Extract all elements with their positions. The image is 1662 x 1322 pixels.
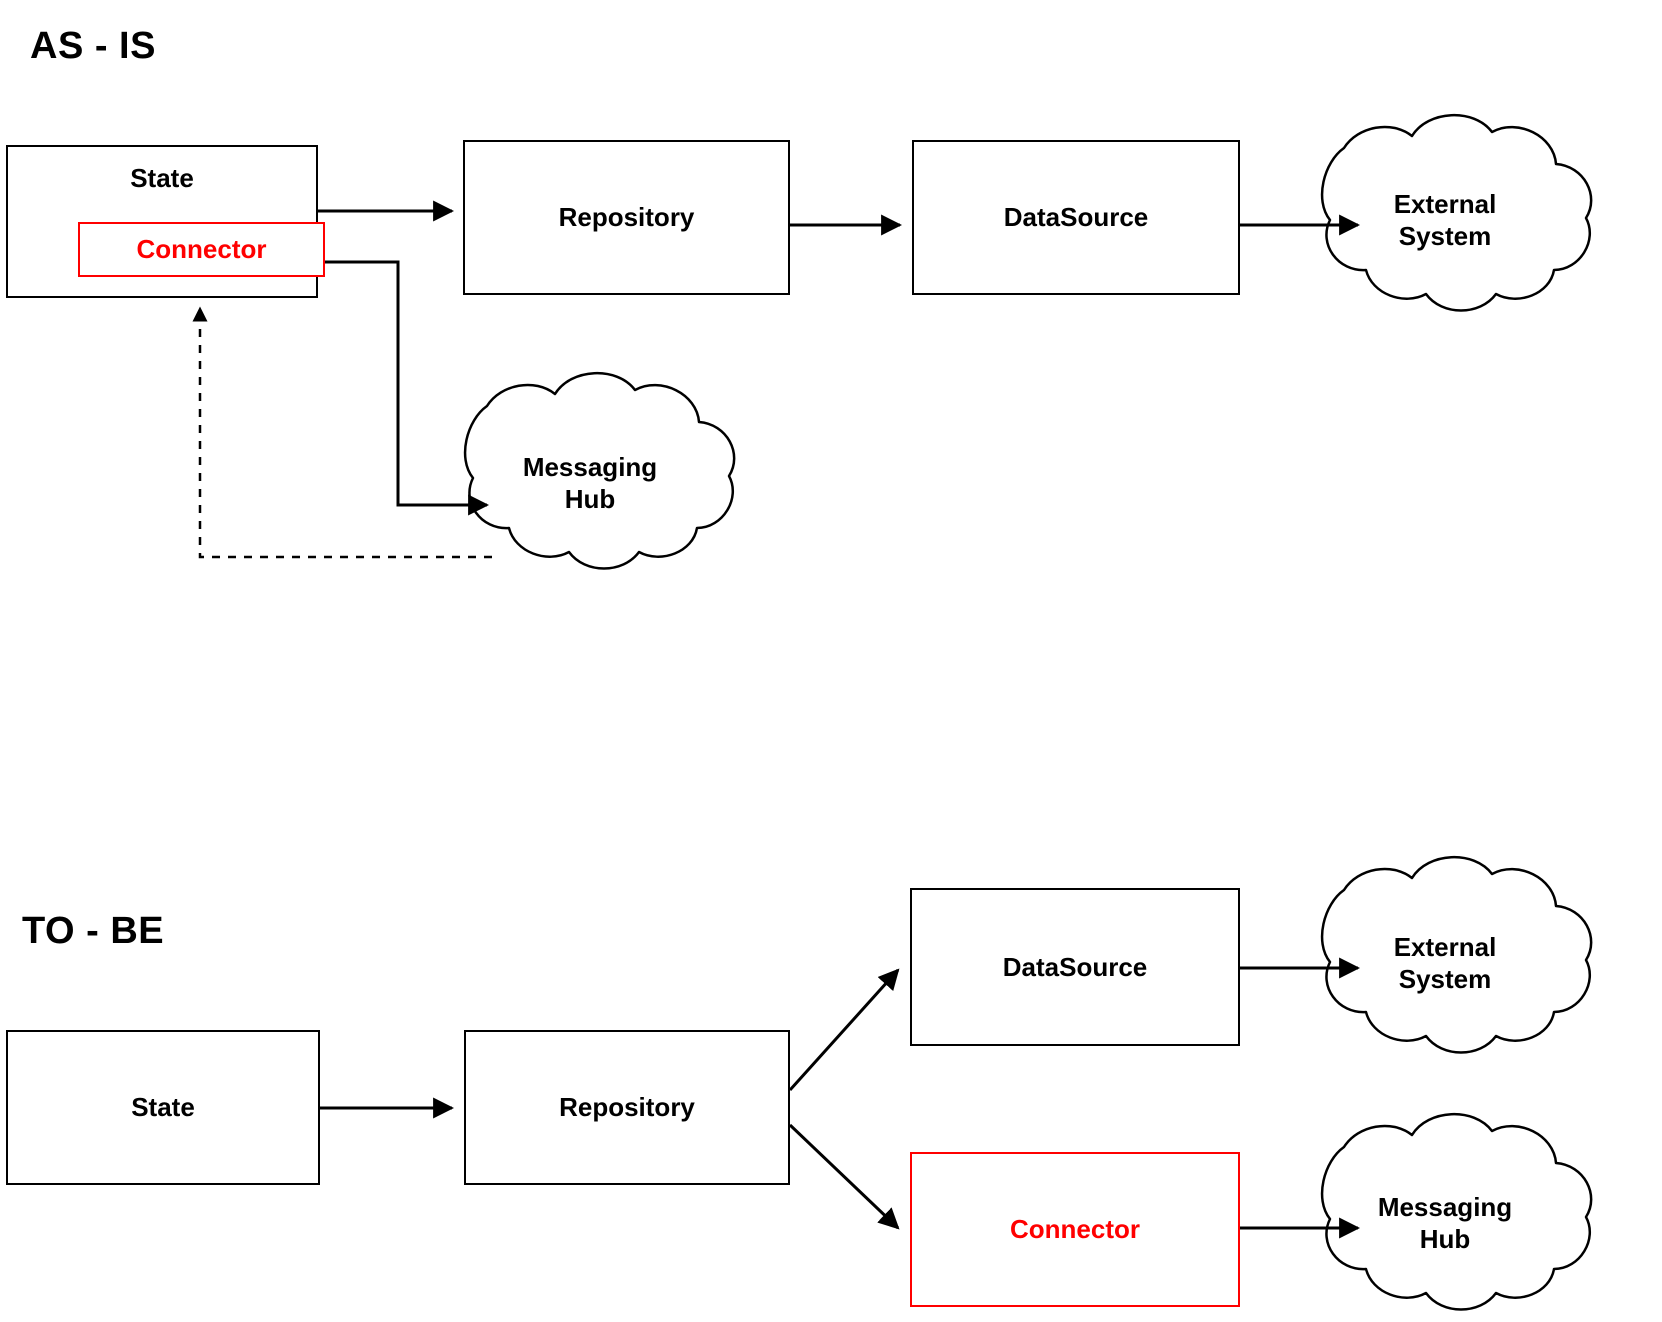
node-datasource-asis[interactable] <box>912 140 1240 295</box>
node-connector-tobe[interactable] <box>910 1152 1240 1307</box>
section-title-as-is: AS - IS <box>30 25 156 67</box>
cloud-external-system-asis <box>1322 115 1591 310</box>
node-external-system-tobe-label-line1: External <box>1393 931 1497 962</box>
node-external-system-tobe-label-line2: System <box>1398 964 1492 994</box>
node-repository-asis[interactable] <box>463 140 790 295</box>
node-messaging-hub-asis-label-line1: Messaging <box>522 451 658 482</box>
edge-connector-to-messaging-asis <box>325 262 487 505</box>
node-external-system-asis-label-line1: External <box>1393 188 1497 219</box>
node-repository-tobe-label: Repository <box>559 1092 695 1123</box>
node-datasource-tobe[interactable] <box>910 888 1240 1046</box>
node-datasource-asis-label: DataSource <box>1003 202 1149 233</box>
cloud-external-system-tobe <box>1322 857 1591 1052</box>
node-connector-tobe-label: Connector <box>1010 1214 1140 1245</box>
node-state-tobe-label: State <box>131 1092 195 1123</box>
node-repository-asis-label: Repository <box>558 202 695 233</box>
node-external-system-asis-label-line2: System <box>1398 221 1492 251</box>
node-state-asis-label: State <box>130 163 194 193</box>
section-title-to-be: TO - BE <box>22 910 165 952</box>
node-connector-asis-label: Connector <box>136 234 267 265</box>
node-connector-asis[interactable] <box>78 222 325 277</box>
edge-repository-to-connector-tobe <box>790 1125 898 1228</box>
edge-messaging-to-connector-asis <box>200 308 492 557</box>
node-repository-tobe[interactable] <box>464 1030 790 1185</box>
cloud-messaging-hub-asis <box>465 373 734 568</box>
node-messaging-hub-tobe-label-line2: Hub <box>1419 1224 1471 1254</box>
cloud-messaging-hub-tobe <box>1322 1114 1591 1309</box>
node-messaging-hub-asis-label-line2: Hub <box>564 484 616 514</box>
node-messaging-hub-tobe-label-line1: Messaging <box>1377 1191 1513 1222</box>
node-datasource-tobe-label: DataSource <box>1002 951 1148 982</box>
node-state-tobe[interactable] <box>6 1030 320 1185</box>
edge-repository-to-datasource-tobe <box>790 970 898 1090</box>
